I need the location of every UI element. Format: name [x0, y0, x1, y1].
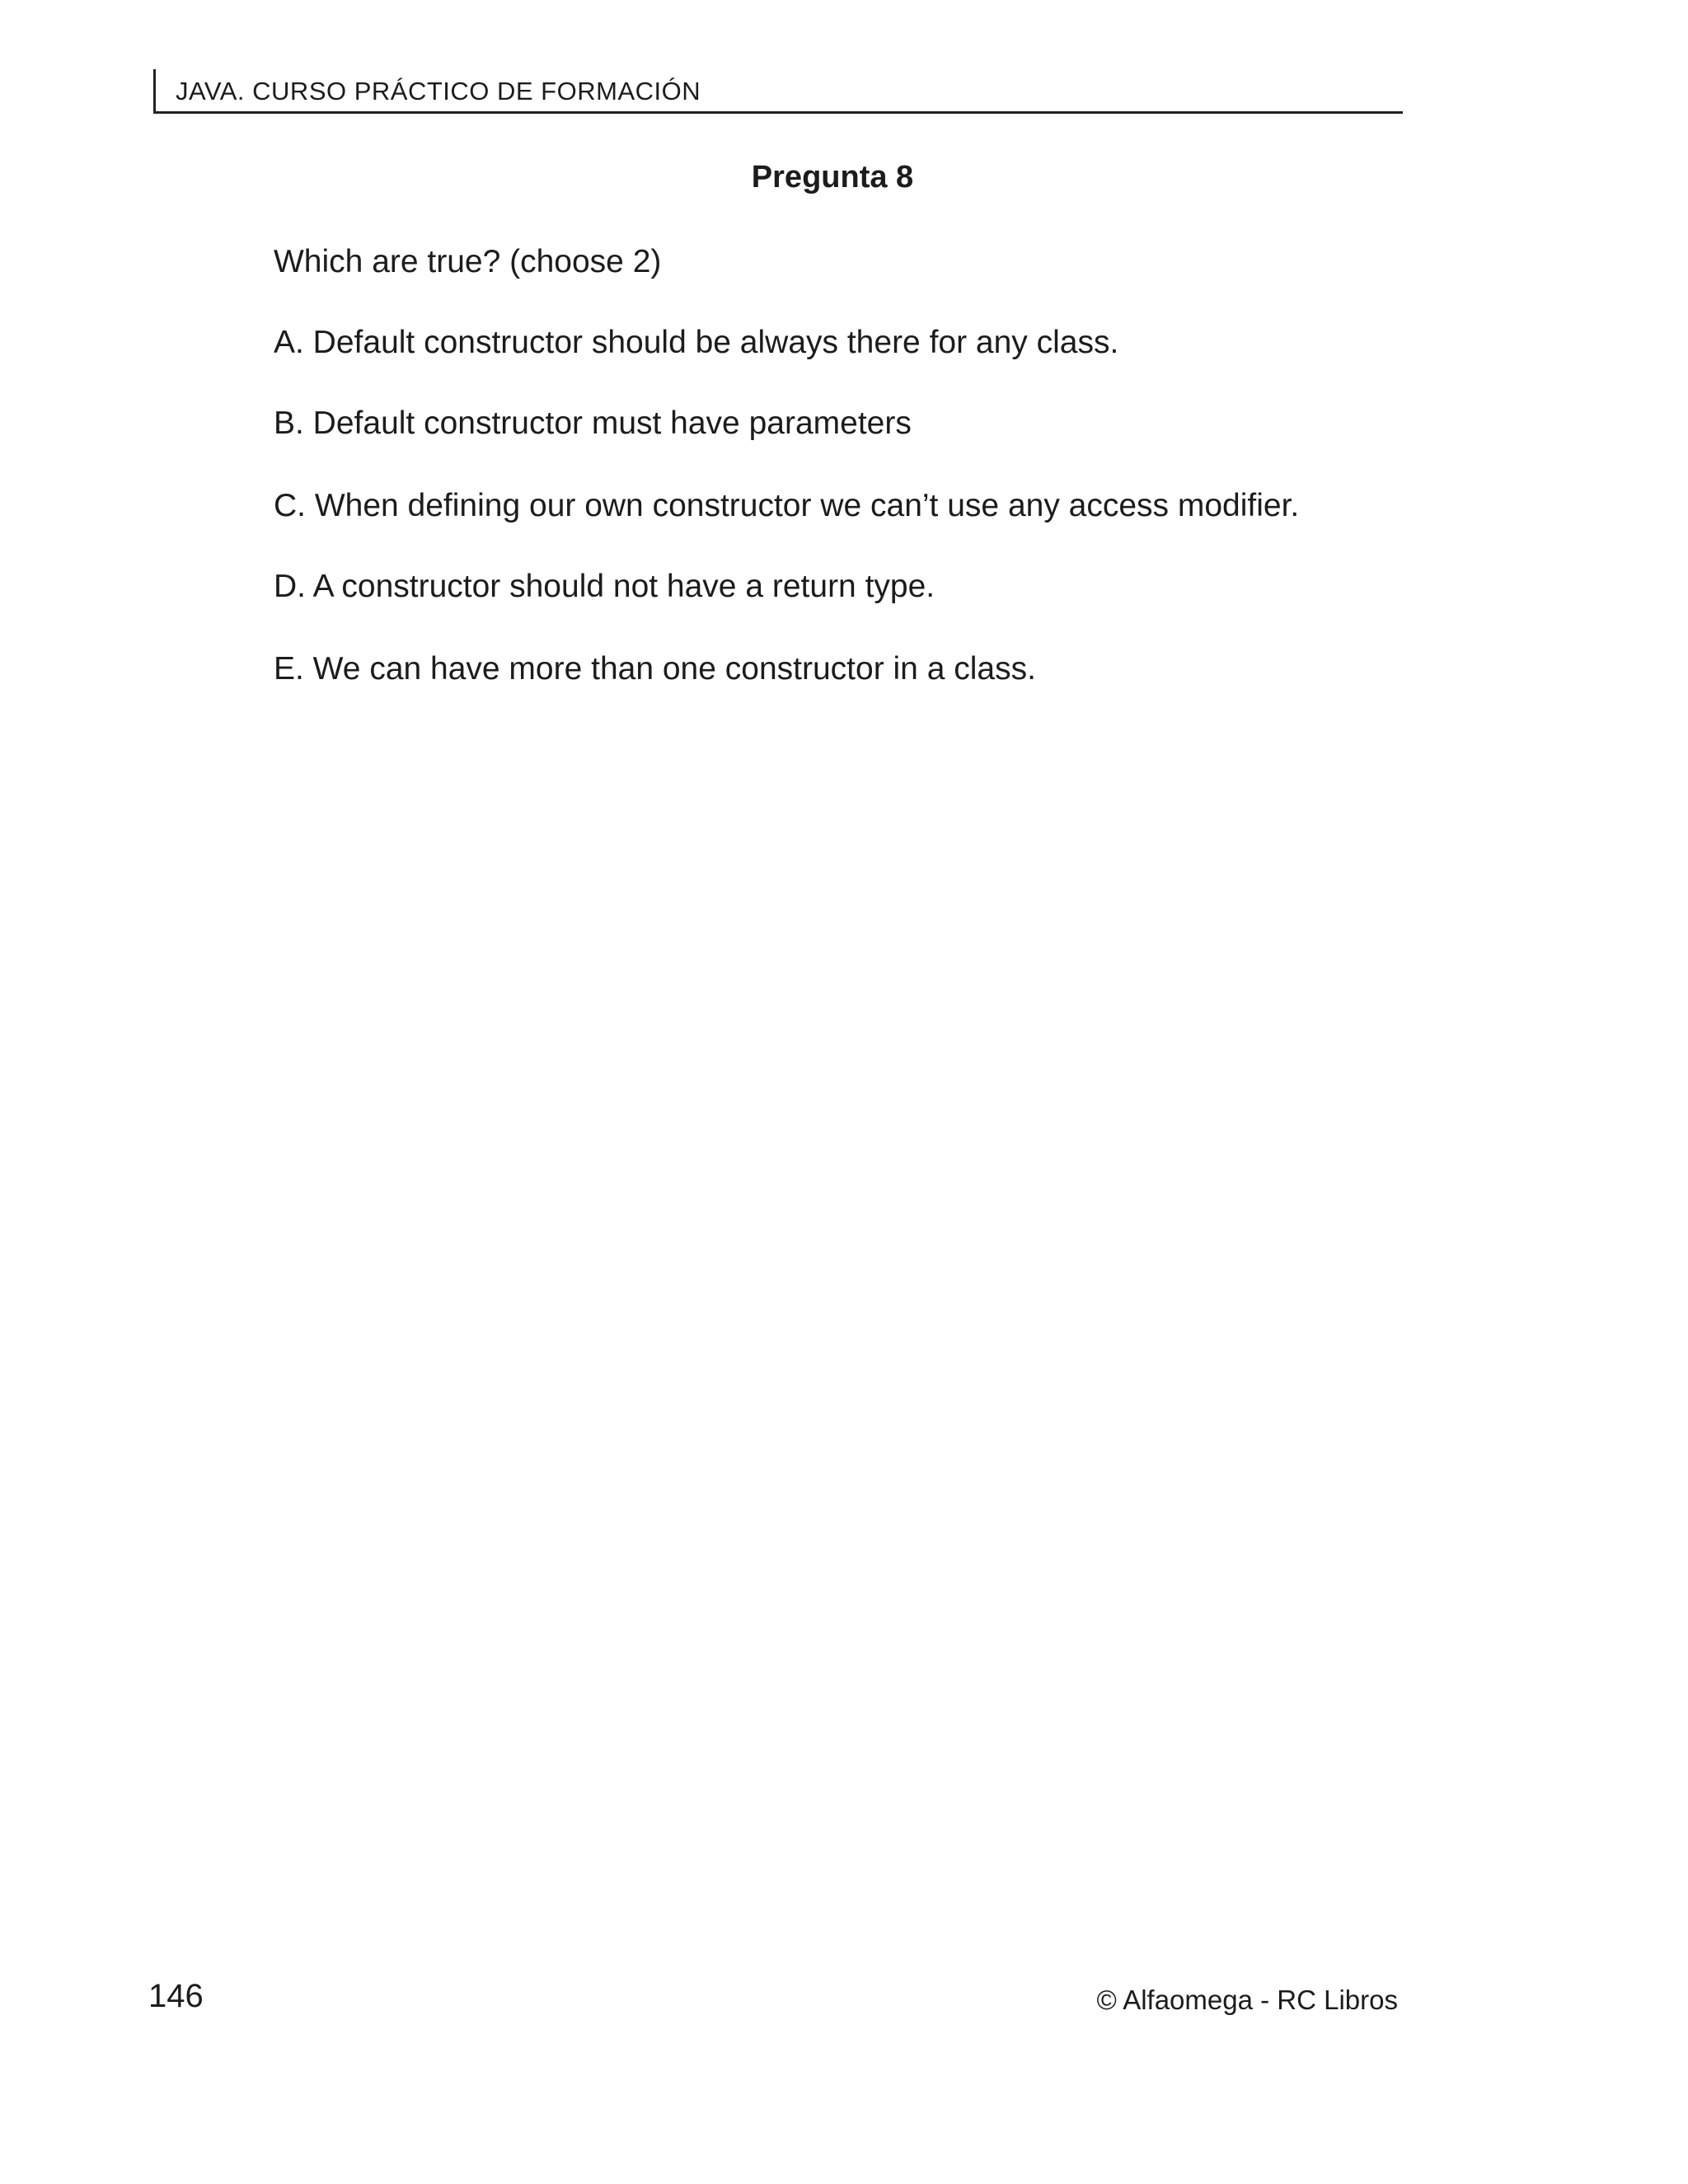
question-prompt: Which are true? (choose 2)	[274, 244, 662, 279]
answer-option-d: D. A constructor should not have a return type.	[274, 569, 935, 604]
answer-option-e: E. We can have more than one constructor in a class.	[274, 651, 1036, 687]
copyright-notice: © Alfaomega - RC Libros	[1096, 1985, 1398, 2015]
question-title: Pregunta 8	[751, 160, 914, 194]
running-header-title: JAVA. CURSO PRÁCTICO DE FORMACIÓN	[176, 77, 701, 105]
answer-option-a: A. Default constructor should be always there for any class.	[274, 325, 1119, 360]
answer-option-c: C. When defining our own constructor we can’t use any access modifier.	[274, 488, 1300, 523]
page-number: 146	[148, 1978, 204, 2014]
answer-option-b: B. Default constructor must have parameters	[274, 405, 912, 441]
running-header	[153, 69, 1403, 114]
